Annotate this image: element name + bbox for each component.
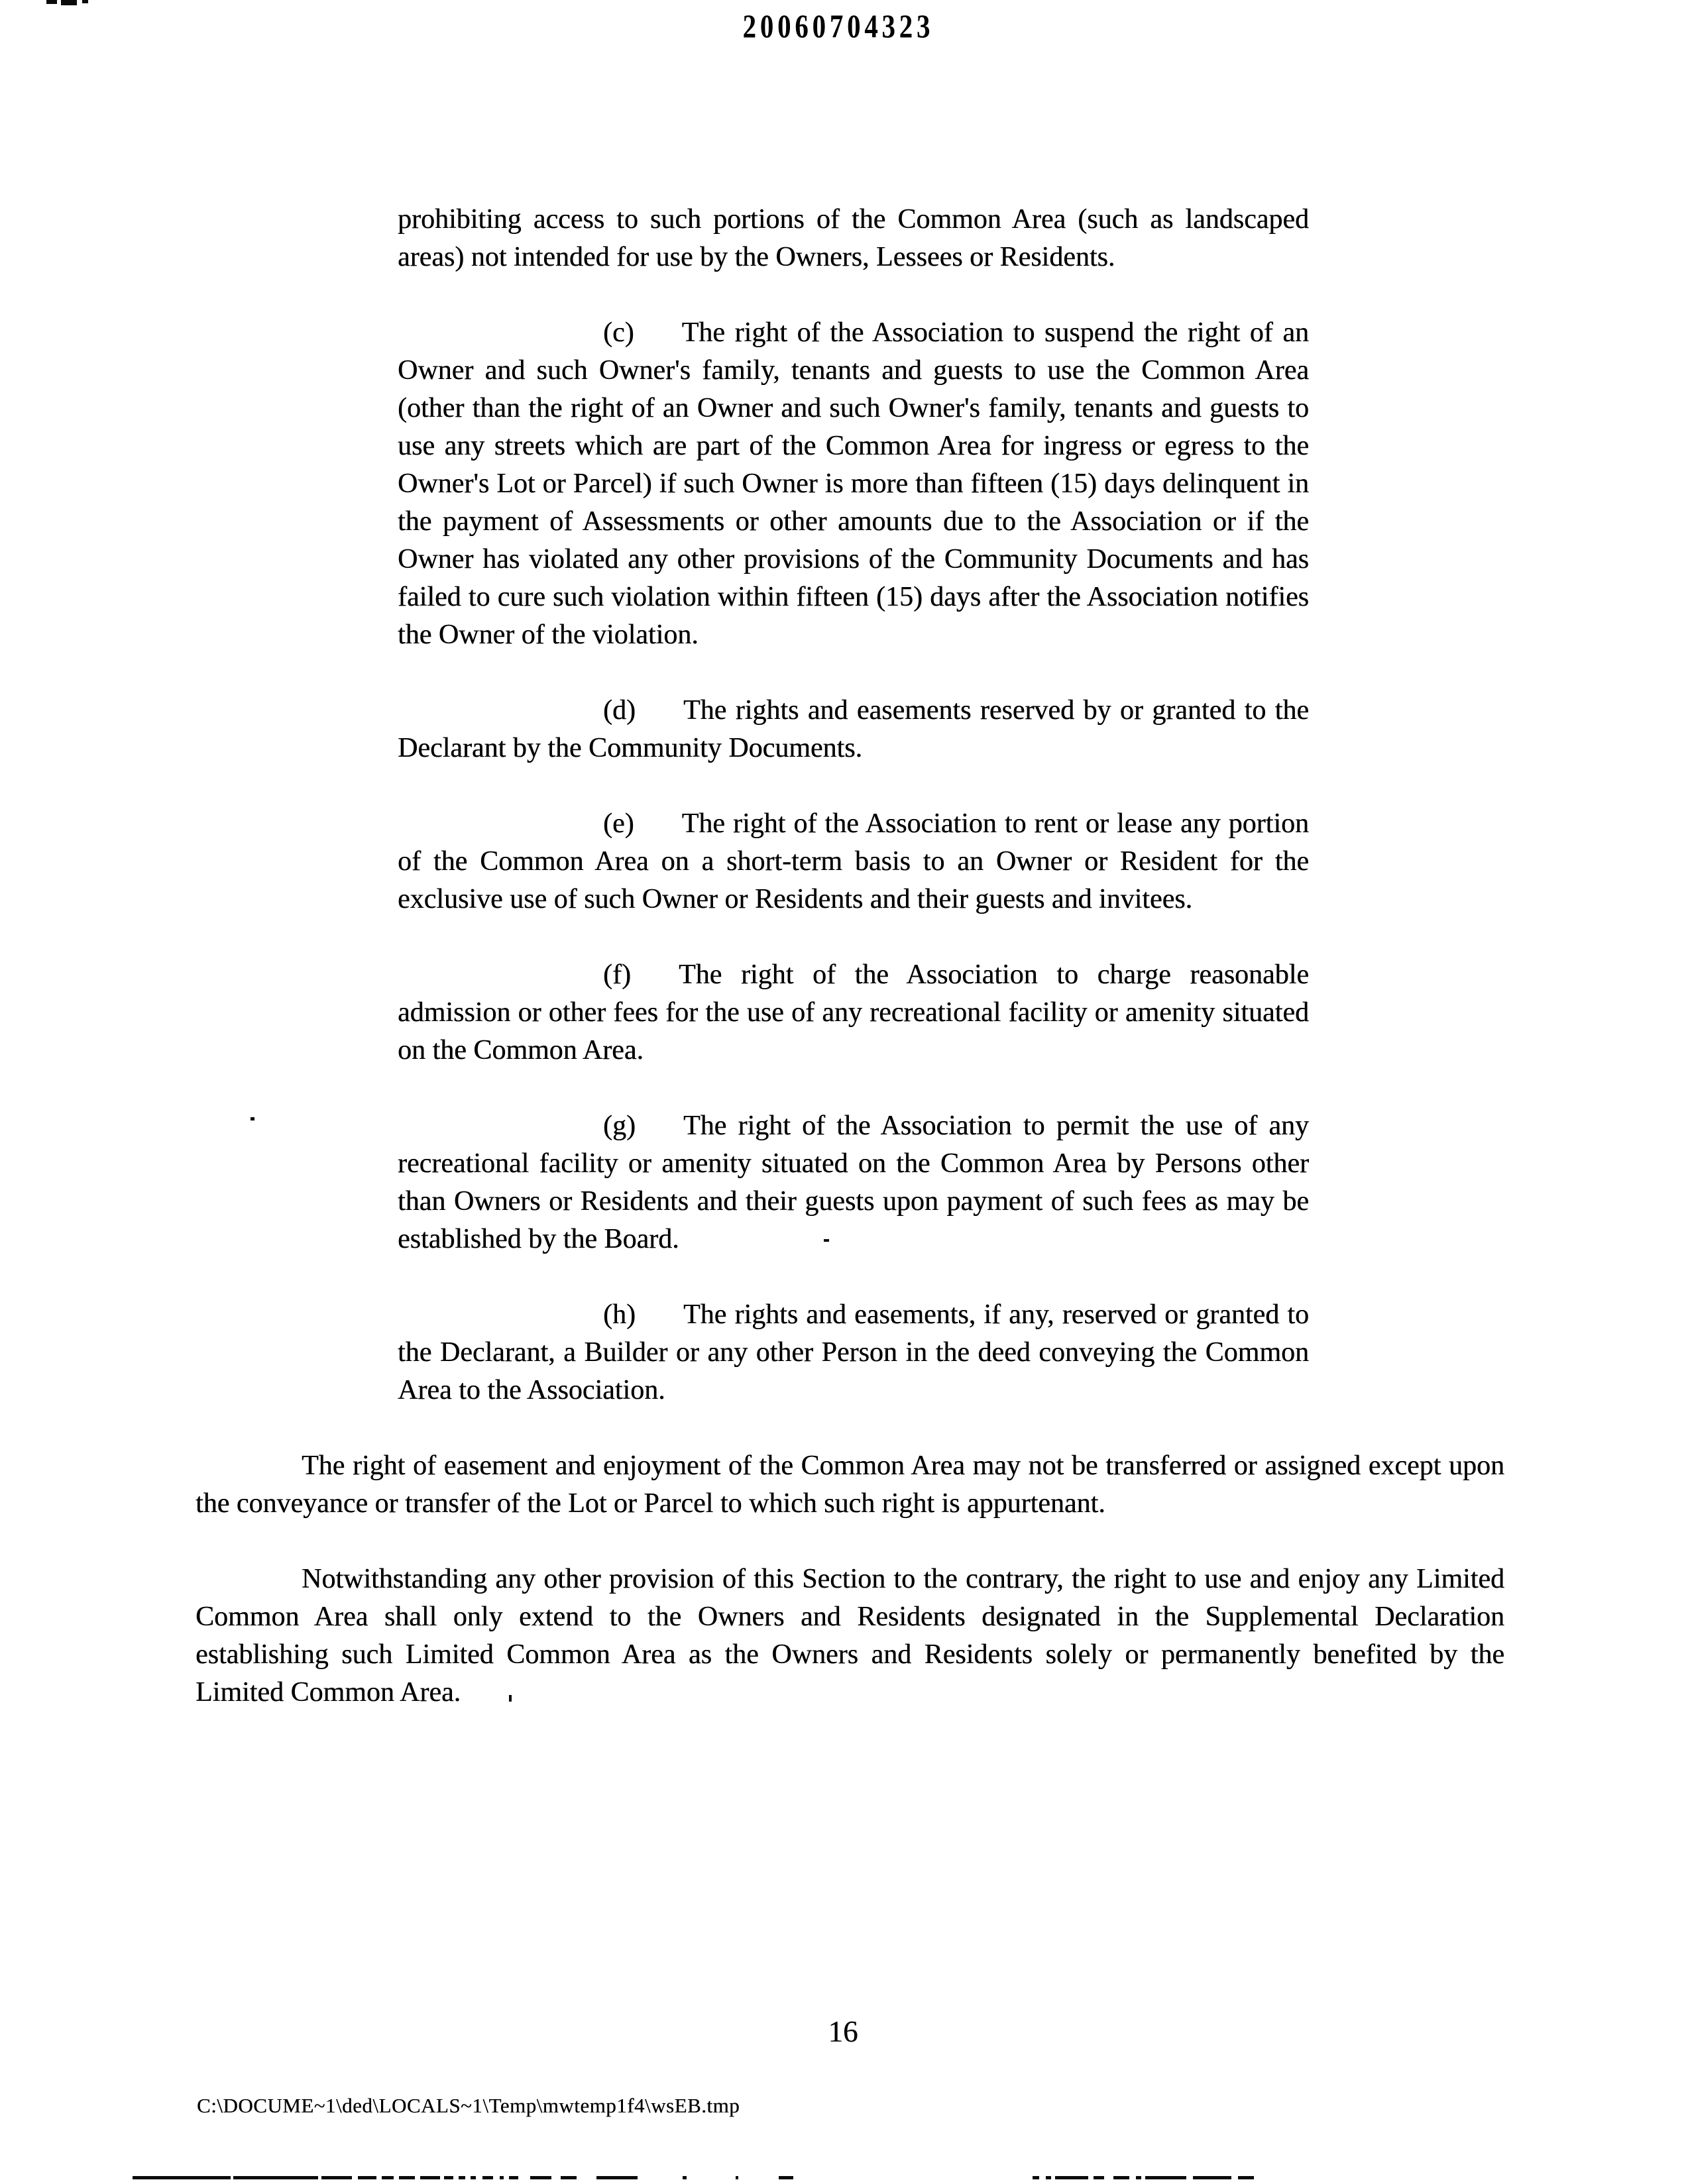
paragraph-g-text: The right of the Association to permit the use of any recreational facility or amenity situated on the Common Area by Persons other than Owners or Residents and their guests upon payment of such fees as may be established by the Board. [398, 1111, 1309, 1254]
paragraph-f-marker: (f) [603, 959, 631, 990]
footer-file-path: C:\DOCUME~1\ded\LOCALS~1\Temp\mwtemp1f4\wsEB.tmp [197, 2094, 740, 2117]
scan-line-segment [683, 2176, 687, 2179]
scan-line-segment [382, 2176, 394, 2179]
scan-line-segment [561, 2176, 577, 2179]
closing-paragraph-limited-common-area: Notwithstanding any other provision of this Section to the contrary, the right to use and enjoy any Limited Common Area shall only extend to the Owners and Residents designated in the Supplemental Declaration establishing such Limited Common Area as the Owners and Residents solely or permanently benefited by the Limited Common Area. [196, 1564, 1504, 1708]
scan-line-segment [509, 2176, 518, 2179]
paragraph-g [398, 1107, 1309, 1258]
scan-line-segment [779, 2176, 793, 2179]
scan-line-segment [1193, 2176, 1231, 2179]
scan-line-segment [1033, 2176, 1039, 2179]
scan-speck [61, 0, 77, 5]
scan-line-segment [420, 2176, 440, 2179]
scan-line-segment [1046, 2176, 1051, 2179]
scan-line-segment [399, 2176, 415, 2179]
scan-line-segment [358, 2176, 376, 2179]
scan-speck [824, 1239, 829, 1242]
paragraph-d [398, 692, 1309, 767]
paragraph-g-marker: (g) [603, 1111, 636, 1141]
scan-line-segment [233, 2176, 318, 2179]
scan-line-segment [444, 2176, 453, 2179]
paragraph-c-text: The right of the Association to suspend the right of an Owner and such Owner's family, tenants and guests to use the Common Area (other than the right of an Owner and such Owner's family, tenants and guests to use any streets which are part of the Common Area for ingress or egress to the Owner's Lot or Parcel) if such Owner is more than fifteen (15) days delinquent in the payment of Assessments or other amounts due to the Association or if the Owner has violated any other provisions of the Community Documents and has failed to cure such violation within fifteen (15) days after the Association notifies the Owner of the violation. [398, 317, 1309, 650]
scan-line-segment [321, 2176, 352, 2179]
scan-line-segment [459, 2176, 465, 2179]
scan-line-segment [1055, 2176, 1088, 2179]
scan-line-segment [133, 2176, 231, 2179]
document-body [196, 201, 1504, 1749]
scan-line-segment [482, 2176, 493, 2179]
scan-speck [251, 1117, 254, 1120]
scan-line-segment [471, 2176, 476, 2179]
recorded-document-number: 20060704323 [742, 7, 934, 44]
page-number: 16 [828, 2015, 858, 2048]
closing-paragraph-transfer: The right of easement and enjoyment of the Common Area may not be transferred or assigned except upon the conveyance or transfer of the Lot or Parcel to which such right is appurtenant. [196, 1450, 1504, 1519]
scan-speck [46, 0, 57, 4]
intro-paragraph: prohibiting access to such portions of the Common Area (such as landscaped areas) not intended for use by the Owners, Lessees or Residents. [398, 204, 1309, 272]
paragraph-c [398, 314, 1309, 654]
scan-speck [82, 0, 88, 3]
paragraph-c-marker: (c) [603, 317, 634, 348]
scan-speck [509, 1695, 512, 1702]
paragraph-d-marker: (d) [603, 695, 636, 726]
scan-artifact-line [0, 2176, 1686, 2181]
paragraph-e [398, 805, 1309, 918]
paragraph-h [398, 1296, 1309, 1409]
paragraph-e-marker: (e) [603, 808, 634, 839]
scan-line-segment [1113, 2176, 1129, 2179]
paragraph-f [398, 956, 1309, 1069]
paragraph-e-text: The right of the Association to rent or lease any portion of the Common Area on a short-term basis to an Owner or Resident for the exclusive use of such Owner or Residents and their guests and invitees. [398, 808, 1309, 914]
scan-line-segment [596, 2176, 638, 2179]
scan-line-segment [1094, 2176, 1104, 2179]
paragraph-h-marker: (h) [603, 1299, 636, 1330]
scan-line-segment [736, 2176, 738, 2179]
paragraph-f-text: The right of the Association to charge reasonable admission or other fees for the use of any recreational facility or amenity situated on the Common Area. [398, 959, 1309, 1065]
scan-line-segment [1145, 2176, 1186, 2179]
scan-line-segment [1238, 2176, 1254, 2179]
paragraph-h-text: The rights and easements, if any, reserved or granted to the Declarant, a Builder or any other Person in the deed conveying the Common Area to the Association. [398, 1299, 1309, 1405]
scan-line-segment [530, 2176, 551, 2179]
scan-line-segment [1136, 2176, 1141, 2179]
paragraph-d-text: The rights and easements reserved by or granted to the Declarant by the Community Documents. [398, 695, 1309, 763]
scan-line-segment [500, 2176, 504, 2179]
